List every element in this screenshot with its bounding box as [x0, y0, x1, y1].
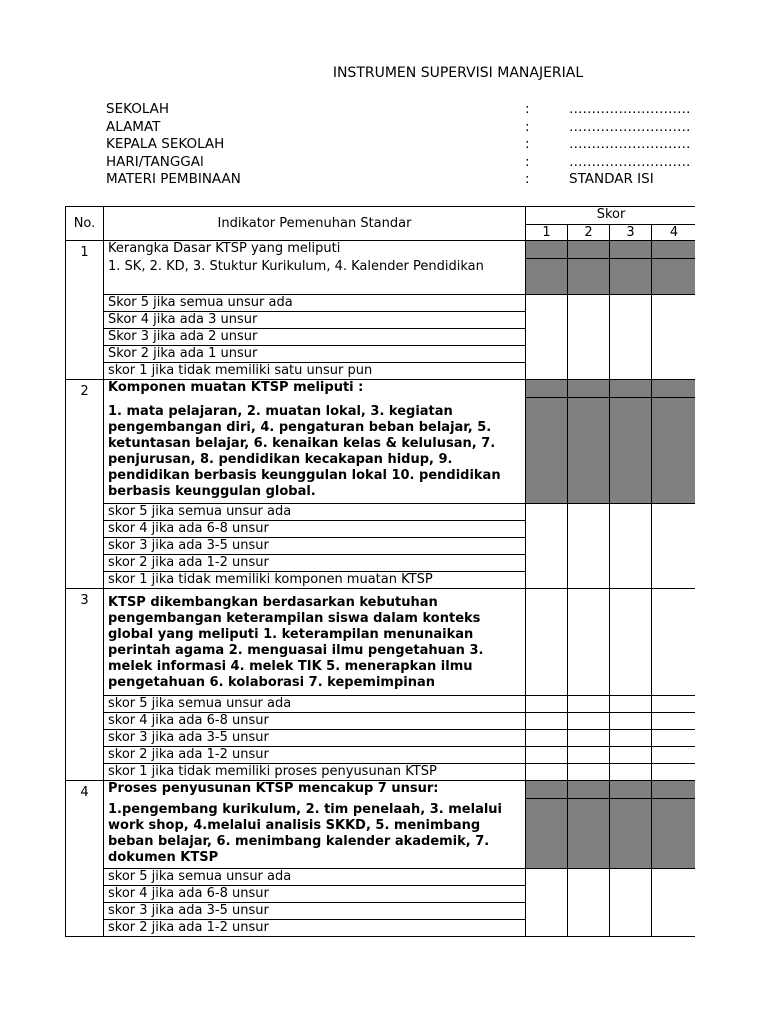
skor-col-3: 3 — [610, 225, 652, 241]
score-cell-disabled — [610, 398, 652, 504]
score-cell-disabled — [526, 398, 568, 504]
score-cell-disabled — [568, 380, 610, 398]
score-criteria: skor 1 jika tidak memiliki proses penyusunan KTSP — [104, 764, 526, 781]
score-cell-disabled — [526, 259, 568, 295]
score-cell[interactable] — [610, 589, 652, 696]
info-value: ……………………… — [569, 153, 691, 170]
score-criteria: Skor 3 jika ada 2 unsur — [104, 329, 526, 346]
skor-col-1: 1 — [526, 225, 568, 241]
score-cell-disabled — [610, 259, 652, 295]
score-cell[interactable] — [526, 696, 568, 713]
score-cell[interactable] — [652, 747, 697, 764]
header-indikator: Indikator Pemenuhan Standar — [104, 207, 526, 241]
score-criteria: skor 4 jika ada 6-8 unsur — [104, 713, 526, 730]
item-detail: 1. SK, 2. KD, 3. Stuktur Kurikulum, 4. Kalender Pendidikan — [104, 259, 526, 295]
score-criteria: skor 1 jika tidak memiliki satu unsur pun — [104, 363, 526, 380]
score-criteria-row — [66, 869, 697, 886]
score-cell-disabled — [610, 799, 652, 869]
item-detail: 1. mata pelajaran, 2. muatan lokal, 3. kegiatan pengembangan diri, 4. pengaturan beban belajar, 5. ketuntasan belajar, 6. kenaikan kelas & kelulusan, 7. penjurusan, 8. pendidikan kecakapan hidup, 9. pendidikan berbasis keunggulan lokal 10. pendidikan berbasis keunggulan global. — [104, 398, 526, 504]
item-detail: 1.pengembang kurikulum, 2. tim penelaah, 3. melalui work shop, 4.melalui analisis SKKD, 5. menimbang beban belajar, 6. menimbang kalender akademik, 7. dokumen KTSP — [104, 799, 526, 869]
item-row — [66, 380, 697, 398]
supervision-table — [65, 206, 697, 937]
document-title: INSTRUMEN SUPERVISI MANAJERIAL — [332, 65, 584, 81]
score-criteria: skor 4 jika ada 6-8 unsur — [104, 886, 526, 903]
score-criteria-row — [66, 696, 697, 713]
info-row-sekolah — [106, 101, 691, 119]
score-cell[interactable] — [652, 869, 697, 937]
score-criteria: skor 3 jika ada 3-5 unsur — [104, 730, 526, 747]
score-cell[interactable] — [526, 504, 568, 589]
score-cell[interactable] — [526, 589, 568, 696]
info-colon: : — [525, 118, 530, 135]
score-criteria: skor 2 jika ada 1-2 unsur — [104, 555, 526, 572]
score-cell[interactable] — [652, 504, 697, 589]
item-heading: Kerangka Dasar KTSP yang meliputi — [104, 241, 526, 259]
info-row-materi-pembinaan — [106, 171, 691, 189]
score-cell-disabled — [526, 799, 568, 869]
info-label: KEPALA SEKOLAH — [106, 136, 225, 153]
score-cell[interactable] — [652, 713, 697, 730]
score-cell[interactable] — [568, 504, 610, 589]
info-value: STANDAR ISI — [569, 171, 654, 188]
header-row — [66, 207, 697, 225]
score-criteria: skor 1 jika tidak memiliki komponen muatan KTSP — [104, 572, 526, 589]
score-cell[interactable] — [610, 713, 652, 730]
item-row — [66, 589, 697, 696]
item-heading: Komponen muatan KTSP meliputi : — [104, 380, 526, 398]
score-criteria-row — [66, 747, 697, 764]
score-criteria: skor 5 jika semua unsur ada — [104, 504, 526, 521]
info-value: ……………………… — [569, 118, 691, 135]
info-row-hari-tanggal — [106, 154, 691, 172]
score-criteria: Skor 4 jika ada 3 unsur — [104, 312, 526, 329]
score-criteria: Skor 2 jika ada 1 unsur — [104, 346, 526, 363]
info-colon: : — [525, 153, 530, 170]
item-row — [66, 259, 697, 295]
header-no: No. — [66, 207, 104, 241]
page-crop-right — [695, 200, 768, 960]
item-number: 1 — [66, 241, 104, 380]
score-cell[interactable] — [526, 730, 568, 747]
score-criteria: skor 4 jika ada 6-8 unsur — [104, 521, 526, 538]
score-criteria: skor 5 jika semua unsur ada — [104, 869, 526, 886]
score-criteria-row — [66, 504, 697, 521]
info-value: ……………………… — [569, 136, 691, 153]
score-criteria: skor 2 jika ada 1-2 unsur — [104, 920, 526, 937]
item-number: 4 — [66, 781, 104, 937]
item-detail: KTSP dikembangkan berdasarkan kebutuhan pengembangan keterampilan siswa dalam konteks global yang meliputi 1. keterampilan menunaikan perintah agama 2. menguasai ilmu pengetahuan 3. melek informasi 4. melek TIK 5. menerapkan ilmu pengetahuan 6. kolaborasi 7. kepemimpinan — [104, 589, 526, 696]
score-cell[interactable] — [652, 295, 697, 380]
info-row-kepala-sekolah — [106, 136, 691, 154]
info-label: SEKOLAH — [106, 101, 170, 117]
score-cell[interactable] — [610, 869, 652, 937]
score-cell-disabled — [526, 781, 568, 799]
score-cell[interactable] — [610, 295, 652, 380]
item-heading: Proses penyusunan KTSP mencakup 7 unsur: — [104, 781, 526, 799]
skor-col-2: 2 — [568, 225, 610, 241]
header-skor: Skor — [526, 207, 697, 225]
info-colon: : — [525, 136, 530, 153]
score-cell[interactable] — [526, 869, 568, 937]
item-row — [66, 799, 697, 869]
score-cell-disabled — [610, 241, 652, 259]
score-cell-disabled — [652, 259, 697, 295]
score-cell-disabled — [568, 259, 610, 295]
score-cell[interactable] — [610, 764, 652, 781]
score-cell[interactable] — [526, 295, 568, 380]
school-info — [106, 101, 691, 189]
score-cell[interactable] — [568, 295, 610, 380]
score-criteria-row — [66, 713, 697, 730]
score-cell-disabled — [652, 241, 697, 259]
info-label: MATERI PEMBINAAN — [106, 171, 241, 188]
skor-col-4: 4 — [652, 225, 697, 241]
score-criteria: skor 5 jika semua unsur ada — [104, 696, 526, 713]
score-cell[interactable] — [568, 713, 610, 730]
score-cell[interactable] — [568, 696, 610, 713]
score-cell[interactable] — [610, 504, 652, 589]
item-row — [66, 241, 697, 259]
score-cell[interactable] — [526, 713, 568, 730]
score-cell-disabled — [610, 380, 652, 398]
info-row-alamat — [106, 119, 691, 137]
score-criteria: Skor 5 jika semua unsur ada — [104, 295, 526, 312]
score-cell-disabled — [526, 241, 568, 259]
score-cell[interactable] — [610, 730, 652, 747]
score-cell[interactable] — [568, 764, 610, 781]
score-cell[interactable] — [568, 730, 610, 747]
score-cell-disabled — [652, 799, 697, 869]
score-cell[interactable] — [652, 764, 697, 781]
score-criteria-row — [66, 295, 697, 312]
score-cell[interactable] — [526, 764, 568, 781]
score-criteria: skor 3 jika ada 3-5 unsur — [104, 538, 526, 555]
item-number: 2 — [66, 380, 104, 589]
score-cell-disabled — [568, 398, 610, 504]
score-cell-disabled — [652, 781, 697, 799]
info-value: ……………………… — [569, 101, 691, 117]
item-row — [66, 398, 697, 504]
score-cell[interactable] — [568, 747, 610, 764]
score-cell[interactable] — [610, 747, 652, 764]
score-cell[interactable] — [652, 696, 697, 713]
score-cell[interactable] — [526, 747, 568, 764]
score-cell[interactable] — [568, 869, 610, 937]
score-criteria: skor 2 jika ada 1-2 unsur — [104, 747, 526, 764]
score-cell-disabled — [568, 781, 610, 799]
info-label: HARI/TANGGAl — [106, 153, 204, 170]
item-number: 3 — [66, 589, 104, 781]
info-colon: : — [525, 171, 530, 188]
score-criteria-row — [66, 730, 697, 747]
score-cell-disabled — [568, 241, 610, 259]
info-label: ALAMAT — [106, 118, 161, 135]
info-colon: : — [525, 101, 530, 117]
score-cell[interactable] — [610, 696, 652, 713]
score-criteria: skor 3 jika ada 3-5 unsur — [104, 903, 526, 920]
score-cell[interactable] — [652, 589, 697, 696]
score-cell-disabled — [652, 380, 697, 398]
score-cell-disabled — [526, 380, 568, 398]
score-cell-disabled — [652, 398, 697, 504]
score-cell-disabled — [568, 799, 610, 869]
score-criteria-row — [66, 764, 697, 781]
score-cell-disabled — [610, 781, 652, 799]
score-cell[interactable] — [568, 589, 610, 696]
item-row — [66, 781, 697, 799]
score-cell[interactable] — [652, 730, 697, 747]
page-crop-bottom — [0, 943, 768, 1033]
